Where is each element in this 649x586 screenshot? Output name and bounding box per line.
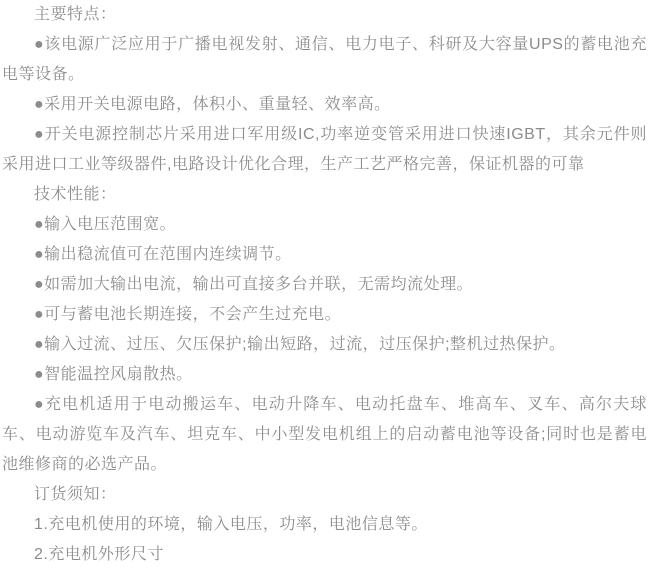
section-heading: 订货须知：: [34, 486, 117, 503]
section-main-features: [2, 0, 647, 180]
spec-item: ●可与蓄电池长期连接，不会产生过充电。: [34, 306, 342, 323]
spec-item: ●输入过流、过压、欠压保护;输出短路，过流，过压保护;整机过热保护。: [34, 336, 566, 353]
spec-item: ●充电机适用于电动搬运车、电动升降车、电动托盘车、堆高车、叉车、高尔夫球车、电动游览车及汽车、坦克车、中小型发电机组上的启动蓄电池等设备;同时也是蓄电池维修商的必选产品。: [2, 396, 647, 473]
section-technical-specs: [2, 180, 647, 480]
feature-item: ●采用开关电源电路，体积小、重量轻、效率高。: [34, 96, 391, 113]
section-ordering-notes: [2, 480, 647, 570]
spec-item: ●输出稳流值可在范围内连续调节。: [34, 246, 292, 263]
ordering-note-item: 1.充电机使用的环境，输入电压，功率，电池信息等。: [34, 516, 428, 533]
feature-item: ●该电源广泛应用于广播电视发射、通信、电力电子、科研及大容量UPS的蓄电池充电等设备。: [2, 36, 647, 83]
spec-item: ●输入电压范围宽。: [34, 216, 177, 233]
section-heading: 主要特点：: [34, 6, 117, 23]
spec-item: ●如需加大输出电流，输出可直接多台并联，无需均流处理。: [34, 276, 474, 293]
feature-item: ●开关电源控制芯片采用进口军用级IC,功率逆变管采用进口快速IGBT，其余元件则采用进口工业等级器件,电路设计优化合理，生产工艺严格完善，保证机器的可靠: [2, 126, 647, 173]
ordering-note-item: 2.充电机外形尺寸: [34, 546, 164, 563]
section-heading: 技术性能：: [34, 186, 117, 203]
spec-item: ●智能温控风扇散热。: [34, 366, 193, 383]
